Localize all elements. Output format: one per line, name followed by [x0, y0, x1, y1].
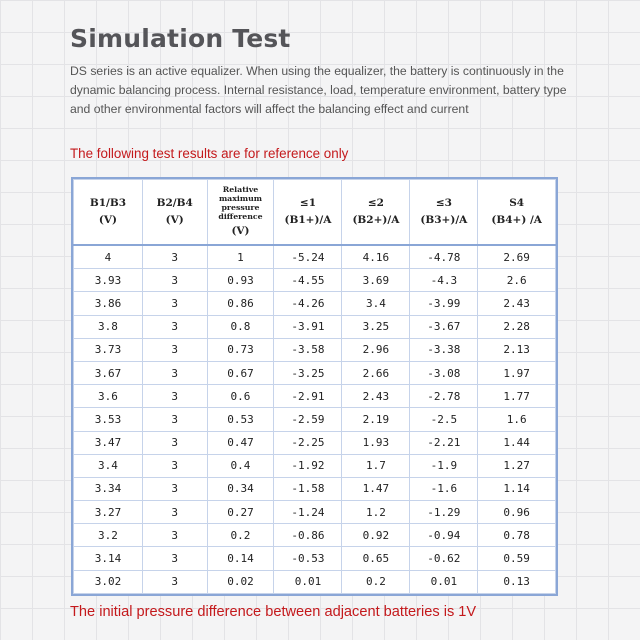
- table-cell: 1.14: [478, 477, 556, 500]
- table-cell: 0.92: [342, 524, 410, 547]
- table-cell: -1.58: [274, 477, 342, 500]
- table-cell: 2.19: [342, 408, 410, 431]
- table-cell: 3.14: [74, 547, 143, 570]
- table-cell: 3.02: [74, 570, 143, 593]
- table-cell: 2.66: [342, 361, 410, 384]
- table-cell: -4.55: [274, 269, 342, 292]
- intro-paragraph: DS series is an active equalizer. When using the equalizer, the battery is continuously in the dynamic balancing process. Internal resistance, load, temperature environment, battery type and other environmental factors will affect the balancing effect and current: [70, 64, 567, 116]
- table-cell: 3.4: [74, 454, 143, 477]
- table-cell: 2.13: [478, 338, 556, 361]
- header-unit: (B4+) /A: [491, 214, 542, 226]
- table-cell: 1.44: [478, 431, 556, 454]
- table-cell: -5.24: [274, 245, 342, 269]
- table-cell: 3.93: [74, 269, 143, 292]
- table-cell: 3: [142, 431, 207, 454]
- table-row: [74, 245, 556, 269]
- table-cell: 3: [142, 269, 207, 292]
- table-row: [74, 501, 556, 524]
- table-cell: -2.5: [410, 408, 478, 431]
- table-cell: 0.65: [342, 547, 410, 570]
- table-cell: -3.08: [410, 361, 478, 384]
- table-cell: -1.6: [410, 477, 478, 500]
- table-cell: 3: [142, 477, 207, 500]
- table-cell: -1.92: [274, 454, 342, 477]
- table-cell: 0.14: [207, 547, 274, 570]
- table-cell: 1.93: [342, 431, 410, 454]
- table-cell: 1.77: [478, 385, 556, 408]
- table-cell: 3.34: [74, 477, 143, 500]
- table-cell: 3.2: [74, 524, 143, 547]
- table-cell: 3.25: [342, 315, 410, 338]
- table-cell: -2.91: [274, 385, 342, 408]
- table-cell: 3: [142, 245, 207, 269]
- table-cell: 0.2: [342, 570, 410, 593]
- table-cell: -1.24: [274, 501, 342, 524]
- header-label: B2/B4: [156, 197, 193, 209]
- table-cell: 3.67: [74, 361, 143, 384]
- table-cell: -3.38: [410, 338, 478, 361]
- table-row: [74, 524, 556, 547]
- table-cell: 2.43: [478, 292, 556, 315]
- table-cell: 1.2: [342, 501, 410, 524]
- header-unit: (B1+)/A: [284, 214, 332, 226]
- table-row: [74, 547, 556, 570]
- table-cell: 4.16: [342, 245, 410, 269]
- table-cell: -0.62: [410, 547, 478, 570]
- table-cell: 1.97: [478, 361, 556, 384]
- table-cell: 0.34: [207, 477, 274, 500]
- table-cell: 0.93: [207, 269, 274, 292]
- table-cell: 0.01: [410, 570, 478, 593]
- table-cell: 0.8: [207, 315, 274, 338]
- header-b3-current: [410, 180, 478, 246]
- header-b2-current: [342, 180, 410, 246]
- table-cell: 2.96: [342, 338, 410, 361]
- table-cell: 2.43: [342, 385, 410, 408]
- header-b1-current: [274, 180, 342, 246]
- table-cell: 0.53: [207, 408, 274, 431]
- table-cell: 0.73: [207, 338, 274, 361]
- table-cell: 2.6: [478, 269, 556, 292]
- table-row: [74, 385, 556, 408]
- table-cell: 3.4: [342, 292, 410, 315]
- header-unit: (V): [98, 214, 117, 226]
- table-cell: 0.27: [207, 501, 274, 524]
- header-b4-current: [478, 180, 556, 246]
- table-cell: -3.58: [274, 338, 342, 361]
- table-cell: 3: [142, 361, 207, 384]
- results-table: [73, 179, 556, 594]
- table-cell: 3: [142, 524, 207, 547]
- table-cell: 0.78: [478, 524, 556, 547]
- table-row: [74, 361, 556, 384]
- table-cell: -2.78: [410, 385, 478, 408]
- table-cell: -1.29: [410, 501, 478, 524]
- table-cell: -3.25: [274, 361, 342, 384]
- table-cell: 3: [142, 570, 207, 593]
- table-cell: 3.6: [74, 385, 143, 408]
- table-cell: 3.47: [74, 431, 143, 454]
- header-label: B1/B3: [89, 197, 127, 209]
- table-cell: -2.21: [410, 431, 478, 454]
- table-cell: 0.02: [207, 570, 274, 593]
- table-row: [74, 269, 556, 292]
- table-cell: 0.2: [207, 524, 274, 547]
- table-cell: 3: [142, 547, 207, 570]
- table-row: [74, 570, 556, 593]
- table-row: [74, 431, 556, 454]
- header-unit: (B3+)/A: [420, 214, 468, 226]
- header-label: ≤1: [299, 197, 317, 209]
- table-row: [74, 315, 556, 338]
- table-cell: -3.99: [410, 292, 478, 315]
- table-cell: 3.69: [342, 269, 410, 292]
- header-unit: (V): [165, 214, 184, 226]
- table-cell: 2.28: [478, 315, 556, 338]
- table-cell: 0.4: [207, 454, 274, 477]
- table-cell: 1.27: [478, 454, 556, 477]
- table-cell: 3.53: [74, 408, 143, 431]
- table-cell: -0.94: [410, 524, 478, 547]
- table-cell: 0.86: [207, 292, 274, 315]
- table-row: [74, 454, 556, 477]
- table-row: [74, 292, 556, 315]
- table-cell: 3: [142, 292, 207, 315]
- table-cell: -0.86: [274, 524, 342, 547]
- header-b2-b4: [142, 180, 207, 246]
- header-label: ≤2: [367, 197, 384, 209]
- table-cell: 1: [207, 245, 274, 269]
- table-cell: 0.13: [478, 570, 556, 593]
- table-cell: 3: [142, 501, 207, 524]
- table-cell: -2.59: [274, 408, 342, 431]
- table-cell: -2.25: [274, 431, 342, 454]
- reference-note: The following test results are for reference only: [70, 146, 349, 161]
- page-title: Simulation Test: [70, 24, 291, 53]
- table-cell: 0.01: [274, 570, 342, 593]
- table-row: [74, 408, 556, 431]
- table-cell: 3.27: [74, 501, 143, 524]
- table-cell: 2.69: [478, 245, 556, 269]
- footnote: The initial pressure difference between adjacent batteries is 1V: [70, 604, 477, 620]
- table-cell: 3: [142, 385, 207, 408]
- header-unit: (V): [231, 224, 250, 237]
- table-cell: -4.3: [410, 269, 478, 292]
- table-header-row: [74, 180, 556, 246]
- header-pressure-difference: [207, 180, 274, 246]
- table-cell: 0.6: [207, 385, 274, 408]
- table-cell: 3.73: [74, 338, 143, 361]
- table-cell: 3: [142, 315, 207, 338]
- table-row: [74, 338, 556, 361]
- table-cell: 0.47: [207, 431, 274, 454]
- header-label: Relative maximum pressure difference: [218, 184, 263, 221]
- header-label: S4: [509, 197, 525, 209]
- table-cell: -3.91: [274, 315, 342, 338]
- table-cell: -0.53: [274, 547, 342, 570]
- header-label: ≤3: [435, 197, 452, 209]
- table-cell: -4.26: [274, 292, 342, 315]
- table-cell: 3: [142, 408, 207, 431]
- table-cell: 3.8: [74, 315, 143, 338]
- results-table-container: [71, 177, 558, 596]
- table-cell: 3: [142, 454, 207, 477]
- table-cell: 1.47: [342, 477, 410, 500]
- table-cell: 1.7: [342, 454, 410, 477]
- header-unit: (B2+)/A: [352, 214, 400, 226]
- table-cell: 0.67: [207, 361, 274, 384]
- table-cell: -3.67: [410, 315, 478, 338]
- table-cell: 0.59: [478, 547, 556, 570]
- table-cell: 4: [74, 245, 143, 269]
- table-cell: 3.86: [74, 292, 143, 315]
- table-cell: 1.6: [478, 408, 556, 431]
- table-cell: 3: [142, 338, 207, 361]
- table-body: [74, 245, 556, 593]
- table-cell: -1.9: [410, 454, 478, 477]
- table-cell: -4.78: [410, 245, 478, 269]
- header-b1-b3: [74, 180, 143, 246]
- table-row: [74, 477, 556, 500]
- table-cell: 0.96: [478, 501, 556, 524]
